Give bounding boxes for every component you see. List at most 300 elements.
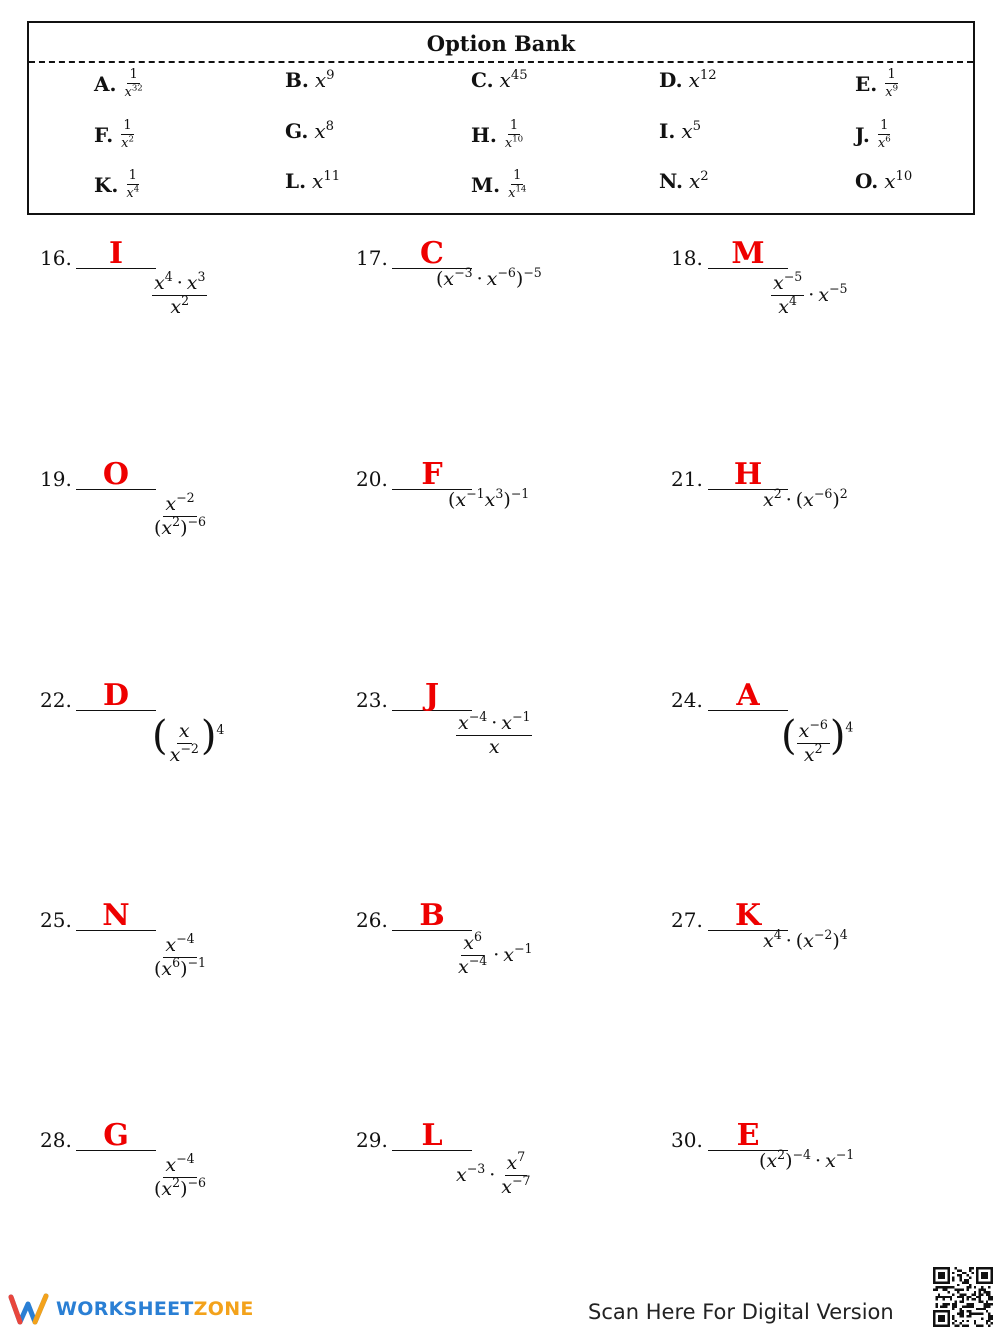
math-fraction [152,269,207,318]
math-variable: x [803,744,815,766]
option-item [855,169,912,193]
option-fraction [506,169,528,200]
option-bank [27,21,975,215]
math-exponent [181,293,189,308]
fraction-numerator [797,717,830,744]
math-paren: ( [154,1177,162,1200]
fraction-denominator [168,741,201,766]
problem-item [40,1118,340,1248]
option-base: x [312,169,324,193]
math-exponent [774,927,782,942]
exponent-value: −1 [187,955,207,971]
option-exponent-value: 14 [515,184,527,195]
problem-number: 25. [40,908,72,932]
exponent-value: −5 [783,269,803,285]
math-variable: x [778,295,789,318]
fraction-numerator [771,269,804,296]
option-base: x [508,185,516,201]
math-power [484,486,504,511]
problem-item [40,457,340,587]
math-variable: x [186,272,198,294]
math-fraction [499,1149,532,1198]
worksheetzone-logo-icon [8,1292,50,1326]
math-power [803,486,833,511]
math-exponent [172,1175,180,1190]
math-variable: x [506,1152,518,1174]
math-exponent [216,722,224,737]
option-exponent [134,184,139,194]
math-power [506,1149,526,1174]
math-paren: ( [154,957,162,980]
math-power [161,955,181,980]
fraction-numerator [127,169,139,185]
math-variable: x [803,930,814,952]
math-power [463,929,482,954]
problem-item [40,898,340,1028]
option-exponent [515,184,526,194]
math-exponent [497,265,515,280]
math-exponent [523,265,541,280]
math-exponent [840,486,848,501]
answer-text: C [420,236,444,271]
exponent-value: −6 [187,514,207,530]
math-paren: ( [154,516,162,539]
option-exponent [323,169,340,184]
math-fraction [152,1151,208,1200]
math-variable: x [458,955,469,978]
exponent-value: 2 [181,293,190,309]
problem-expression [436,265,542,290]
math-power [458,953,488,978]
math-power [501,709,531,734]
exponent-value: 3 [197,269,206,285]
math-paren: ) [832,489,840,511]
math-variable: x [170,295,182,318]
fraction-numerator [121,119,133,135]
math-exponent [469,709,487,724]
option-exponent [700,68,717,83]
fraction-denominator [119,135,136,151]
fraction-denominator [883,84,900,100]
option-letter: I. [659,119,676,143]
math-variable: x [455,489,467,511]
qr-code-icon[interactable] [933,1267,993,1327]
math-exponent [512,709,530,724]
option-numerator: 1 [128,168,137,183]
exponent-value: −1 [466,486,485,502]
brand-logo [8,1292,254,1326]
option-base: x [314,119,326,143]
option-letter: L. [285,169,307,193]
exponent-value: −4 [176,931,195,947]
math-variable: x [458,712,469,734]
option-item [94,169,141,200]
exponent-value: −3 [466,1161,486,1177]
option-letter: O. [855,169,879,193]
exponent-value: −2 [813,927,833,943]
option-exponent [512,134,523,144]
math-term [456,1149,532,1198]
option-power [500,68,528,92]
math-power [165,1151,195,1176]
math-exponent [176,1151,194,1166]
option-power [689,68,717,92]
problem-number: 26. [356,908,388,932]
fraction-denominator [487,736,502,758]
math-exponent [517,1149,525,1164]
exponent-value: −2 [176,490,195,506]
math-variable: x [484,489,496,511]
math-power [778,293,797,318]
fraction-denominator [776,293,799,318]
math-exponent [789,293,797,308]
problem-number: 27. [671,908,703,932]
math-variable: x [763,489,774,511]
option-exponent-value: 8 [325,118,335,134]
math-variable: x [798,720,810,743]
option-exponent-value: 45 [510,67,528,83]
math-operator: · [491,712,498,734]
exponent-value: 4 [164,269,173,285]
fraction-denominator [152,955,208,980]
problem-item [671,678,971,808]
option-exponent-value: 12 [699,67,717,83]
math-paren: ) [180,957,188,980]
option-letter: A. [94,71,117,96]
math-power [165,931,195,956]
math-exponent [512,1173,530,1188]
math-variable: x [165,493,177,515]
exponent-value: 2 [172,514,181,530]
math-paren: ( [795,930,804,952]
problem-item [356,898,656,1028]
math-power [763,486,782,511]
math-operator: · [493,943,500,966]
exponent-value: 3 [495,486,504,502]
option-exponent [693,119,701,134]
math-power [766,1147,786,1172]
option-exponent-value: 9 [326,67,335,83]
problem-item [671,457,971,587]
scan-caption: Scan Here For Digital Version [588,1300,894,1324]
option-exponent-value: 32 [131,83,143,94]
math-paren: ) [180,1177,188,1200]
option-letter: K. [94,172,119,197]
option-power [681,119,701,143]
math-operator: · [808,283,815,306]
math-power [458,709,488,734]
math-variable: x [501,1175,512,1198]
math-power [443,265,473,290]
math-group [154,514,207,539]
math-term [763,486,848,511]
problem-item [356,678,656,808]
math-power [455,486,485,511]
fraction-denominator [802,741,825,766]
math-term [456,929,533,978]
math-operator: · [489,1163,496,1186]
problem-expression [456,1149,532,1198]
option-letter: M. [471,172,501,197]
option-fraction [122,68,144,99]
math-group [154,1175,207,1200]
math-variable: x [161,957,173,980]
math-variable: x [154,272,165,294]
math-power [169,741,199,766]
option-item [659,68,717,92]
math-group [795,927,848,952]
option-base: x [124,84,132,100]
answer-text: N [102,898,130,933]
math-exponent [814,486,832,501]
math-power [456,1161,486,1186]
answer-text: B [419,898,445,933]
math-paren: ( [152,713,168,759]
math-operator: · [785,489,792,511]
option-item [471,119,525,150]
problem-expression [152,931,208,980]
math-variable: x [763,930,774,952]
math-variable: x [766,1150,778,1172]
option-exponent-value: 2 [128,134,134,145]
option-base: x [121,135,129,151]
option-exponent-value: 9 [892,83,899,94]
fraction-denominator [152,1175,208,1200]
math-fraction [168,722,201,766]
exponent-value: 7 [517,1149,526,1165]
math-variable: x [169,744,181,766]
answer-text: E [736,1118,760,1153]
math-paren: ) [180,516,188,539]
math-variable: x [456,1163,467,1186]
option-base: x [885,84,893,100]
problem-expression [152,269,207,318]
math-variable: x [803,489,814,511]
math-variable: x [503,943,514,966]
option-exponent-value: 6 [885,134,891,145]
math-power [161,1175,181,1200]
math-operator: · [476,268,483,290]
math-exponent [454,265,472,280]
problem-number: 17. [356,246,388,270]
fraction-numerator [152,269,207,296]
option-item [855,119,893,150]
option-exponent-value: 2 [700,168,709,184]
math-variable: x [161,1177,173,1200]
exponent-value: 2 [839,486,848,502]
option-exponent [511,68,528,83]
problem-number: 20. [356,467,388,491]
fraction-denominator [876,135,893,151]
math-exponent [188,1175,206,1190]
math-group [448,486,530,511]
problem-expression [448,486,530,511]
math-exponent [172,514,180,529]
option-exponent [896,169,913,184]
exponent-value: −6 [497,265,516,281]
math-fraction [771,269,804,318]
math-exponent [809,717,827,732]
option-fraction [883,68,900,99]
math-term [763,927,848,952]
fraction-numerator [127,68,139,84]
option-item [659,169,709,193]
answer-text: I [108,236,124,271]
option-letter: F. [94,122,114,147]
option-exponent [326,119,334,134]
option-base: x [499,68,511,92]
math-fraction [797,717,830,766]
option-fraction [119,119,136,150]
exponent-value: 4 [839,927,848,943]
math-variable: x [463,932,474,954]
math-exponent [176,931,194,946]
exponent-value: −4 [468,709,488,725]
option-exponent-value: 4 [133,184,140,195]
exponent-value: 4 [773,927,782,943]
exponent-value: 2 [814,741,823,757]
math-paren: ) [785,1150,793,1172]
math-paren: ( [781,713,797,759]
math-term [152,713,225,766]
exponent-value: 4 [845,719,854,735]
option-numerator: 1 [887,67,896,82]
exponent-value: −6 [813,486,833,502]
fraction-denominator [499,1173,532,1198]
option-letter: H. [471,122,497,147]
exponent-value: 2 [172,1175,181,1191]
math-exponent [176,490,194,505]
fraction-numerator [878,119,890,135]
dashed-divider [29,61,973,63]
math-exponent [514,941,532,956]
option-exponent [129,134,134,144]
math-power [503,941,533,966]
math-paren: ) [515,268,524,290]
option-power [315,68,335,92]
problem-number: 22. [40,688,72,712]
option-exponent-value: 5 [692,118,701,134]
exponent-value: −1 [511,709,531,725]
exponent-value: −1 [513,941,533,957]
option-base: x [688,68,700,92]
option-item [285,68,335,92]
option-fraction [876,119,893,150]
option-exponent-value: 11 [323,168,341,184]
option-letter: C. [471,68,494,92]
fraction-numerator [511,169,523,185]
fraction-denominator [506,185,528,201]
math-power [763,927,782,952]
fraction-numerator [456,709,532,736]
option-letter: J. [855,122,870,147]
problem-item [671,1118,971,1248]
math-operator: · [815,1150,822,1172]
problem-number: 30. [671,1128,703,1152]
problem-number: 28. [40,1128,72,1152]
exponent-value: −6 [809,717,828,733]
exponent-value: −5 [523,265,542,281]
math-paren: ) [200,713,217,759]
option-letter: D. [659,68,683,92]
problem-item [356,457,656,587]
problem-number: 29. [356,1128,388,1152]
option-power [884,169,912,193]
option-base: x [314,68,327,92]
math-variable: x [165,1154,177,1176]
option-exponent [326,68,334,83]
brand-name [56,1298,254,1320]
math-exponent [784,269,802,284]
problem-item [356,1118,656,1248]
exponent-value: 2 [773,486,782,502]
math-term [781,713,854,766]
math-exponent [774,486,782,501]
option-power [689,169,709,193]
fraction-denominator [168,293,191,318]
option-item [285,169,340,193]
math-variable: x [486,268,498,290]
math-exponent [197,269,205,284]
math-exponent [777,1147,785,1162]
math-exponent [793,1147,811,1162]
problem-expression [781,713,854,766]
math-exponent [467,1161,485,1176]
problem-item [671,236,971,366]
option-item [659,119,701,143]
option-base: x [126,185,134,201]
option-item [94,68,145,99]
math-term [771,269,848,318]
math-variable: x [501,712,512,734]
exponent-value: −1 [510,486,530,502]
option-numerator: 1 [880,118,889,133]
problem-item [356,236,656,366]
math-power [165,490,195,515]
math-paren: ( [795,489,804,511]
problem-number: 24. [671,688,703,712]
math-power [818,281,848,306]
exponent-value: −2 [180,741,199,757]
math-paren: ( [759,1150,767,1172]
math-operator: · [785,930,792,952]
math-exponent [469,953,487,968]
exponent-value: −5 [828,281,848,297]
math-group [436,265,542,290]
problem-expression [763,486,848,511]
fraction-denominator [152,514,208,539]
math-exponent [840,927,848,942]
answer-text: H [733,457,763,492]
math-variable: x [818,283,829,306]
math-paren: ( [448,489,456,511]
problem-expression [456,929,533,978]
fraction-denominator [456,953,489,978]
answer-text: O [102,457,130,492]
math-power [825,1147,855,1172]
math-paren: ) [503,489,511,511]
option-item [471,169,528,200]
problem-number: 21. [671,467,703,491]
answer-text: F [421,457,443,492]
math-exponent [845,719,853,734]
exponent-value: −3 [454,265,473,281]
exponent-value: −4 [176,1151,195,1167]
math-paren: ) [832,930,840,952]
fraction-numerator [885,68,897,84]
math-power [170,293,190,318]
exponent-value: −1 [835,1147,855,1163]
